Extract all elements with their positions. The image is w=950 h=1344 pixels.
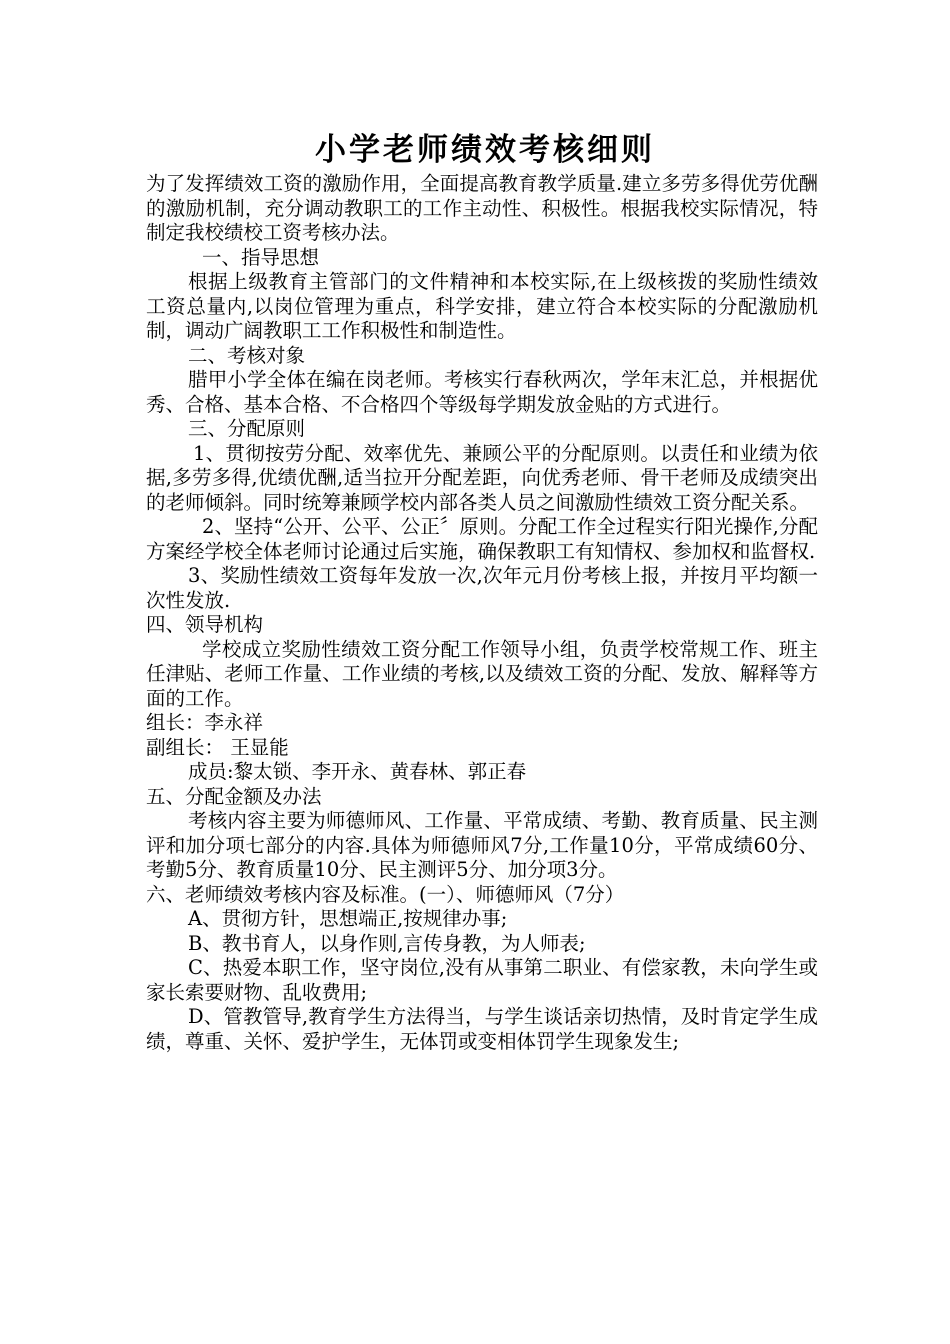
leader-line: 组长：李永祥 [146,711,264,734]
criterion-d: D、管教管导,教育学生方法得当，与学生谈话亲切热情，及时肯定学生成绩，尊重、关怀、爱护学生，无体罚或变相体罚学生现象发生; [146,1005,818,1053]
document-title: 小学老师绩效考核细则 [315,132,655,168]
criterion-a: A、贯彻方针，思想端正,按规律办事; [188,907,508,930]
section-heading-target: 二、考核对象 [188,343,306,367]
paragraph-target: 腊甲小学全体在编在岗老师。考核实行春秋两次，学年末汇总，并根据优秀、合格、基本合格、不合格四个等级每学期发放金贴的方式进行。 [146,368,818,416]
section-heading-assessment: 六、老师绩效考核内容及标准。(一）、师德师风（7分） [146,882,625,906]
paragraph-leadership: 学校成立奖励性绩效工资分配工作领导小组，负责学校常规工作、班主任津贴、老师工作量、工作业绩的考核,以及绩效工资的分配、发放、解释等方面的工作。 [146,637,818,710]
section-heading-guiding: 一、指导思想 [202,245,320,269]
intro-paragraph: 为了发挥绩效工资的激励作用，全面提高教育教学质量.建立多劳多得优劳优酬的激励机制，充分调动教职工的工作主动性、积极性。根据我校实际情况，特制定我校绩校工资考核办法。 [146,172,818,244]
deputy-leader-line: 副组长： 王显能 [146,735,289,759]
section-heading-leadership: 四、领导机构 [146,613,264,636]
document-page [146,128,818,1054]
paragraph-principle-2: 2、坚持“公开、公平、公正〞原则。分配工作全过程实行阳光操作,分配方案经学校全体老师讨论通过后实施，确保教职工有知情权、参加权和监督权. [146,515,818,563]
criterion-b: B、教书育人，以身作则,言传身教，为人师表; [188,931,586,955]
members-line: 成员:黎太锁、李开永、黄春林、郭正春 [188,760,527,783]
paragraph-guiding: 根据上级教育主管部门的文件精神和本校实际,在上级核拨的奖励性绩效工资总量内,以岗位管理为重点，科学安排，建立符合本校实际的分配激励机制，调动广阔教职工工作积极性和制造性。 [146,270,818,342]
section-heading-allocation: 五、分配金额及办法 [146,784,322,808]
section-heading-principles: 三、分配原则 [188,417,306,440]
paragraph-allocation: 考核内容主要为师德师风、工作量、平常成绩、考勤、教育质量、民主测评和加分项七部分的内容.具体为师德师风7分,工作量10分，平常成绩60分、考勤5分、教育质量10分、民主测评5分、加分项3分。 [146,809,818,881]
criterion-c: C、热爱本职工作，坚守岗位,没有从事第二职业、有偿家教，未向学生或家长索要财物、乱收费用; [146,956,818,1004]
paragraph-principle-3: 3、奖励性绩效工资每年发放一次,次年元月份考核上报，并按月平均额一次性发放. [146,564,818,612]
paragraph-principle-1: 1、贯彻按劳分配、效率优先、兼顾公平的分配原则。以责任和业绩为依据,多劳多得,优绩优酬,适当拉开分配差距，向优秀老师、骨干老师及成绩突出的老师倾斜。同时统筹兼顾学校内部各类人员之间激励性绩效工资分配关系。 [146,441,818,514]
